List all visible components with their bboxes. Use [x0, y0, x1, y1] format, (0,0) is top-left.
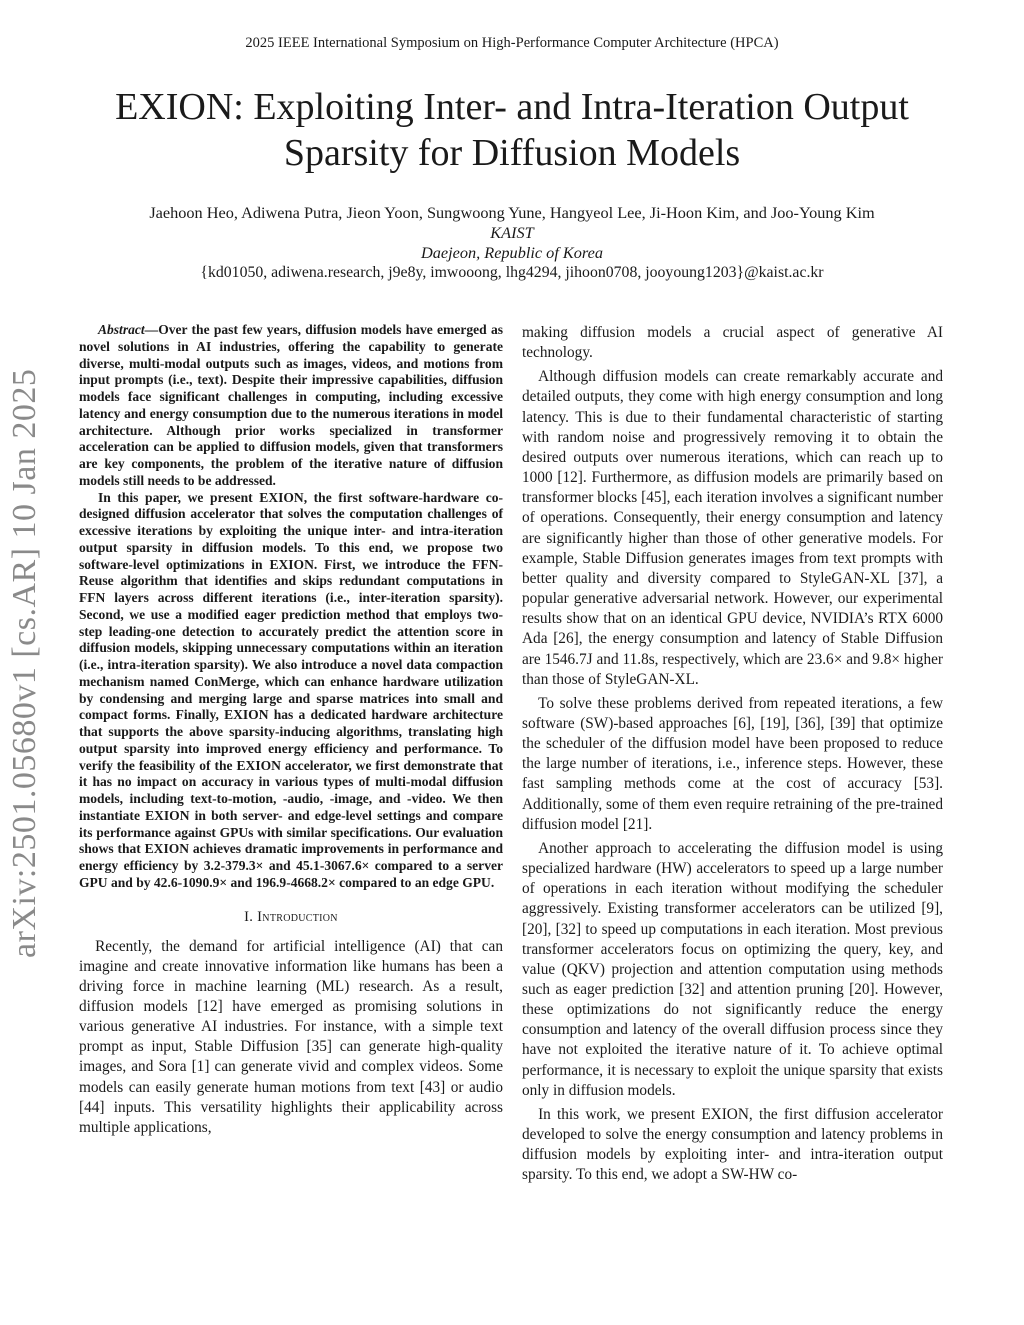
intro-paragraph-continued: making diffusion models a crucial aspect of generative AI technology.	[522, 324, 943, 362]
abstract	[79, 322, 503, 892]
venue-header: 2025 IEEE International Symposium on High-Performance Computer Architecture (HPCA)	[245, 35, 779, 51]
abstract-label: Abstract	[97, 322, 145, 337]
affiliation: KAIST	[490, 223, 534, 242]
intro-paragraph-3: To solve these problems derived from repeated iterations, a few software (SW)-based approaches [6], [19], [36], [39] that optimize the scheduler of the diffusion model have been proposed to reduce the large number of iterations, i.e., inference steps. However, these fast sampling methods come at the cost of accuracy [53]. Additionally, some of them even require retraining of the pre-trained diffusion model [21].	[522, 694, 943, 833]
author-list: Jaehoon Heo, Adiwena Putra, Jieon Yoon, Sungwoong Yune, Hangyeol Lee, Ji-Hoon Kim, and Joo-Young Kim	[149, 203, 875, 222]
section-title: Introduction	[257, 908, 338, 925]
section-numeral: I.	[244, 908, 254, 925]
intro-body-left	[79, 937, 503, 1139]
right-column	[522, 323, 943, 1190]
left-column	[79, 322, 503, 1142]
intro-paragraph-5: In this work, we present EXION, the first diffusion accelerator developed to solve the energy consumption and latency problems in diffusion models by exploiting inter- and intra-iteration output sparsity. To this end, we adopt a SW-HW co-	[522, 1105, 943, 1184]
author-block	[40, 203, 984, 283]
arxiv-watermark: arXiv:2501.05680v1 [cs.AR] 10 Jan 2025	[6, 368, 43, 958]
section-heading-introduction	[79, 909, 503, 926]
location: Daejeon, Republic of Korea	[420, 243, 604, 262]
intro-paragraph-4: Another approach to accelerating the diffusion model is using specialized hardware (HW) accelerators to speed up a large number of operations in each iteration without modifying the scheduler aggressively. Existing transformer accelerators can be utilized [9], [20], [32] to speed up computations in each iteration. Most previous transformer accelerators focus on optimizing the query, key, and value (QKV) projection and attention computation using methods such as eager prediction [32] and attention pruning [20]. However, these optimizations do not significantly reduce the energy consumption and latency of the overall diffusion process since they have not exploited the iterative nature of it. To achieve optimal performance, it is necessary to exploit the unique sparsity that exists only in diffusion models.	[522, 839, 943, 1099]
intro-paragraph-2: Although diffusion models can create remarkably accurate and detailed outputs, they come with high energy consumption and long latency. This is due to their fundamental characteristic of starting with random noise and progressively removing it to obtain the desired outputs over numerous iterations, which can reach up to 1000 [12]. Furthermore, as diffusion models are primarily based on transformer blocks [45], each iteration involves a significant number of operations. Consequently, their energy consumption and latency are significantly higher than those of other generative models. For example, Stable Diffusion generates images from text prompts with better quality and diversity compared to StyleGAN-XL [37], a popular generative adversarial network. However, our experimental results show that on an identical GPU device, NVIDIA’s RTX 6000 Ada [26], the energy consumption and latency of Stable Diffusion are 1546.7J and 11.8s, respectively, which are 23.6× and 9.8× higher than those of StyleGAN-XL.	[522, 368, 943, 688]
abstract-paragraph-1: Abstract—Over the past few years, diffusion models have emerged as novel solutions in AI industries, offering the capability to generate diverse, multi-modal outputs such as images, videos, and motions from input prompts (i.e., text). Despite their impressive capabilities, diffusion models face significant challenges in computing, including excessive latency and energy consumption due to the numerous iterations in model architecture. Although prior works specialized in transformer acceleration can be applied to diffusion models, given that transformers are key components, the problem of the iterative nature of diffusion models still needs to be addressed.	[79, 322, 503, 488]
author-emails: {kd01050, adiwena.research, j9e8y, imwooong, lhg4294, jihoon0708, jooyoung1203}@kaist.ac.kr	[200, 264, 824, 281]
abstract-paragraph-2: In this paper, we present EXION, the first software-hardware co-designed diffusion accelerator that solves the computation challenges of excessive iterations by exploiting the unique inter- and intra-iteration output sparsity in diffusion models. To this end, we propose two software-level optimizations in EXION. First, we introduce the FFN-Reuse algorithm that identifies and skips redundant computations in FFN layers across different iterations (i.e., inter-iteration sparsity). Second, we use a modified eager prediction method that employs two-step leading-one detection to accurately predict the attention score in diffusion models, skipping unnecessary computations within an iteration (i.e., intra-iteration sparsity). We also introduce a novel data compaction mechanism named ConMerge, which can enhance hardware utilization by condensing and merging large and sparse matrices into small and compact forms. Finally, EXION has a dedicated hardware architecture that supports the above sparsity-inducing algorithms, translating high output sparsity into improved energy efficiency and performance. To verify the feasibility of the EXION accelerator, we first demonstrate that it has no impact on accuracy in various types of multi-modal diffusion models, including text-to-motion, -audio, -image, and -video. We then instantiate EXION in both server- and edge-level settings and compare its performance against GPUs with similar specifications. Our evaluation shows that EXION achieves dramatic improvements in performance and energy efficiency by 3.2-379.3× and 45.1-3067.6× compared to a server GPU and by 42.6-1090.9× and 196.9-4668.2× compared to an edge GPU.	[79, 489, 503, 890]
paper-title: EXION: Exploiting Inter- and Intra-Iteration Output Sparsity for Diffusion Models	[115, 86, 909, 174]
intro-paragraph-1: Recently, the demand for artificial intelligence (AI) that can imagine and create innovative information like humans has been a driving force in machine learning (ML) research. As a result, diffusion models [12] have emerged as promising solutions in various generative AI industries. For instance, with a simple text prompt as input, Stable Diffusion [35] can generate high-quality images, and Sora [1] can generate vivid and complex videos. Some models can easily generate human motions from text [43] or audio [44] inputs. This versatility highlights their applicability across multiple applications,	[79, 937, 503, 1136]
